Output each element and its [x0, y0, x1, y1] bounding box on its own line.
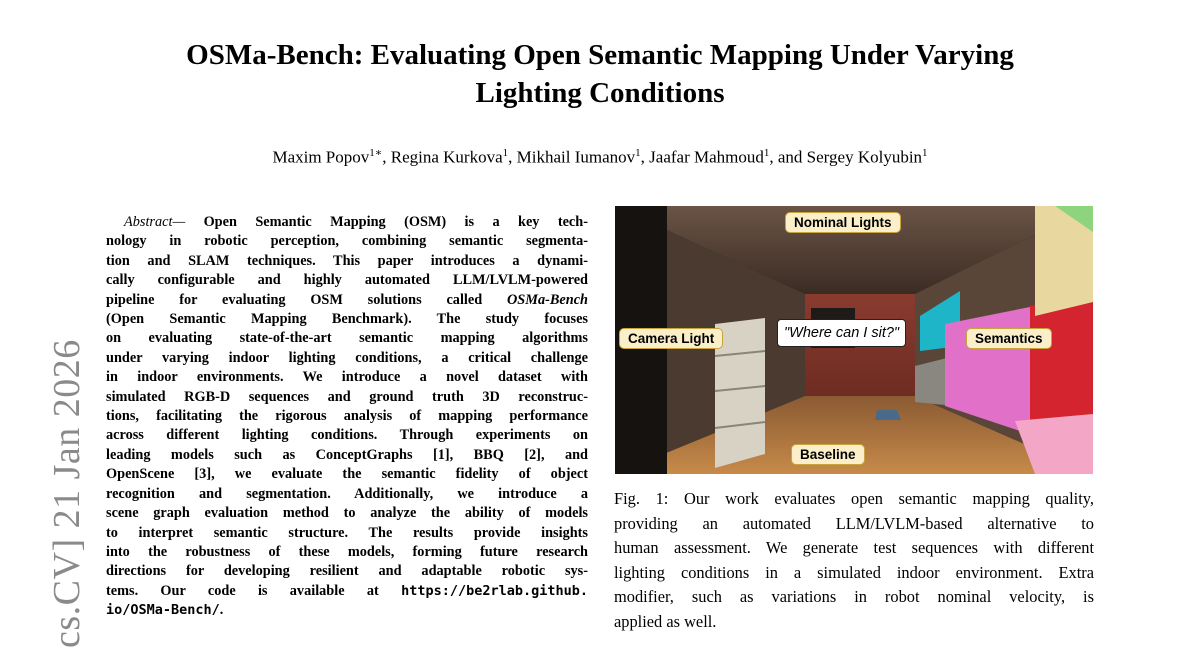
abstract-text: Open Semantic Mapping (OSM) is a key tech- [203, 214, 588, 230]
caption-line: modifier, such as variations in robot nominal velocity, is [614, 587, 1094, 606]
abstract-line: tion and SLAM techniques. This paper introduces a dynami- [106, 252, 588, 269]
abstract-period: . [219, 602, 224, 619]
author-separator: , [382, 147, 391, 167]
abstract-line: into the robustness of these models, forming future research [106, 543, 588, 560]
caption-line: providing an automated LLM/LVLM-based alternative to [614, 513, 1094, 533]
semantics-label: Semantics [966, 328, 1052, 349]
code-url-link[interactable]: https://be2rlab.github. [401, 582, 588, 599]
author-affiliation: 1∗ [369, 147, 383, 159]
abstract-line [106, 291, 588, 310]
abstract-line: to interpret semantic structure. The results provide insights [106, 524, 588, 541]
caption-line: applied as well. [614, 611, 717, 631]
figure-caption [614, 487, 1094, 634]
author-affiliation: 1 [502, 147, 509, 159]
floor-mat [875, 410, 901, 420]
figure-1-image [615, 206, 1093, 474]
caption-line: lighting conditions in a simulated indoor environment. Extra [614, 562, 1094, 582]
author-separator: , [640, 147, 650, 167]
abstract-line [106, 582, 588, 601]
caption-line: Fig. 1: Our work evaluates open semantic mapping quality, [614, 489, 1094, 508]
author-affiliation: 1 [635, 147, 641, 159]
author-separator: , [508, 147, 517, 167]
author-name: Sergey Kolyubin [806, 147, 923, 167]
abstract-line: on evaluating state-of-the-art semantic mapping algorithms [106, 330, 588, 347]
speech-bubble: "Where can I sit?" [777, 319, 906, 347]
title-line-2: Lighting Conditions [475, 77, 725, 109]
author-affiliation: 1 [763, 147, 770, 159]
author-name: Maxim Popov [272, 147, 370, 167]
author-name: Mikhail Iumanov [516, 147, 636, 167]
abstract-line: in indoor environments. We introduce a novel dataset with [106, 369, 588, 386]
abstract-line: under varying indoor lighting conditions, a critical challenge [106, 349, 588, 366]
paper-title [100, 36, 1100, 112]
baseline-label: Baseline [791, 444, 865, 465]
abstract-dash: — [172, 214, 204, 230]
abstract-line: directions for developing resilient and adaptable robotic sys- [106, 563, 588, 580]
arxiv-stamp: cs.CV] 21 Jan 2026 [46, 339, 88, 648]
title-line-1: OSMa-Bench: Evaluating Open Semantic Mapping Under Varying [186, 39, 1014, 71]
abstract-line: (Open Semantic Mapping Benchmark). The study focuses [106, 311, 588, 328]
camera-light-label: Camera Light [619, 328, 723, 349]
abstract-text: tems. Our code is available at [106, 582, 402, 599]
abstract-text: pipeline for evaluating OSM solutions called [106, 291, 507, 308]
abstract-line: tions, facilitating the rigorous analysis of mapping performance [106, 408, 588, 425]
abstract [106, 213, 588, 621]
abstract-line: cally configurable and highly automated LLM/LVLM-powered [106, 272, 588, 289]
author-affiliation: 1 [922, 147, 928, 159]
author-name: Jaafar Mahmoud [649, 147, 764, 167]
abstract-line: leading models such as ConceptGraphs [1], BBQ [2], and [106, 446, 588, 463]
code-url-link[interactable]: io/OSMa-Bench/ [106, 602, 220, 619]
author-separator: , and [769, 147, 807, 167]
abstract-line: OpenScene [3], we evaluate the semantic fidelity of object [106, 466, 588, 483]
author-list [100, 146, 1100, 168]
abstract-line: simulated RGB-D sequences and ground truth 3D reconstruc- [106, 388, 588, 405]
abstract-line: across different lighting conditions. Through experiments on [106, 427, 588, 444]
abstract-line [106, 601, 588, 620]
abstract-line [106, 213, 588, 232]
caption-line: human assessment. We generate test sequences with different [614, 538, 1094, 557]
abstract-line: nology in robotic perception, combining semantic segmenta- [106, 233, 588, 250]
abstract-line: scene graph evaluation method to analyze the ability of models [106, 505, 588, 522]
abstract-label: Abstract [124, 214, 173, 230]
abstract-line: recognition and segmentation. Additionally, we introduce a [106, 485, 588, 502]
author-name: Regina Kurkova [390, 147, 503, 167]
nominal-lights-label: Nominal Lights [785, 212, 901, 233]
benchmark-name: OSMa-Bench [506, 291, 588, 308]
